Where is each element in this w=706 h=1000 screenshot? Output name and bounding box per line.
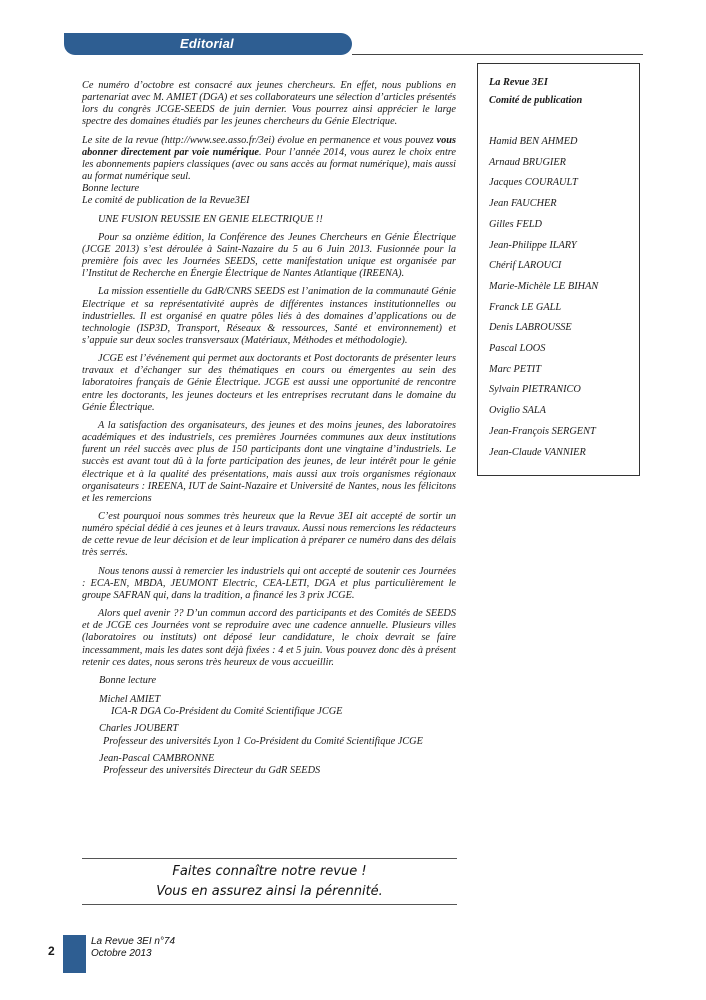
slogan-rule-bottom — [82, 904, 457, 905]
paragraph: Alors quel avenir ?? D’un commun accord des participants et des Comités de SEEDS et de JCGE ces Journées vont se reproduire avec une cadence annuelle. Plusieurs villes (laboratoires ou instituts) ont déposé leur candidature, le choix devrait se faire incessamment, mais les dates sont déjà fixées : 4 et 5 juin. Vous pouvez donc dès à présent retenir ces dates, nous serons très heureux de vous accueillir. — [82, 608, 456, 668]
committee-member: Oviglio SALA — [489, 405, 546, 417]
committee-member: Jean FAUCHER — [489, 198, 557, 210]
issue-date: Octobre 2013 — [91, 948, 152, 959]
publication-committee-box — [477, 63, 640, 476]
signatory-role: ICA-R DGA Co-Président du Comité Scientifique JCGE — [111, 706, 343, 718]
signatory-role: Professeur des universités Directeur du GdR SEEDS — [103, 764, 321, 776]
committee-member: Jean-Philippe ILARY — [489, 239, 577, 251]
paragraph — [82, 135, 456, 184]
header-rule — [352, 54, 643, 55]
signatory-role: Professeur des universités Lyon 1 Co-Président du Comité Scientifique JCGE — [103, 735, 423, 747]
slogan — [82, 862, 457, 902]
paragraph: A la satisfaction des organisateurs, des jeunes et des moins jeunes, des laboratoires académiques et des industriels, ces premières Journées communes aux deux institutions furent un réel succès avec plus de 150 participants dont une vingtaine d’industriels. Le succès est avant tout dû à la forte participation des jeunes, de leur intérêt pour le génie électrique et à la qualité des présentations, mais aussi aux trois organismes régionaux organisateurs : IREENA, IUT de Saint-Nazaire et Université de Nantes, nous les félicitons et les remercions — [82, 419, 456, 504]
slogan-rule-top — [82, 858, 457, 859]
signatory-name: Jean-Pascal CAMBRONNE — [99, 752, 215, 764]
committee-member: Chérif LAROUCI — [489, 260, 562, 272]
page-number: 2 — [48, 944, 55, 958]
journal-title: La Revue 3EI — [489, 77, 548, 88]
committee-member: Pascal LOOS — [489, 343, 546, 355]
committee-member: Denis LABROUSSE — [489, 322, 572, 334]
signature-block — [99, 753, 456, 777]
signature-block — [99, 723, 456, 747]
committee-member: Sylvain PIETRANICO — [489, 384, 581, 396]
committee-member: Arnaud BRUGIER — [489, 156, 566, 168]
closing-line: Bonne lecture — [99, 674, 157, 686]
committee-member: Marc PETIT — [489, 363, 541, 375]
issue-label: La Revue 3EI n°74 — [91, 936, 176, 947]
paragraph: Bonne lecture — [82, 183, 140, 195]
slogan-line: Vous en assurez ainsi la pérennité. — [156, 884, 383, 899]
committee-member: Jean-François SERGENT — [489, 425, 596, 437]
committee-member-list — [489, 132, 598, 463]
slogan-line: Faites connaître notre revue ! — [172, 864, 367, 879]
committee-member: Hamid BEN AHMED — [489, 136, 578, 147]
paragraph: Ce numéro d’octobre est consacré aux jeunes chercheurs. En effet, nous publions en partenariat avec M. AMIET (DGA) et ses collaborateurs une sélection d’articles présentés lors du congrès JCGE-SEEDS de juin dernier. Vous pourrez ainsi apprécier le large spectre des domaines étudiés par les jeunes chercheurs du Génie Electrique. — [82, 80, 456, 128]
section-title: Editorial — [180, 36, 234, 51]
text: Le site de la revue (http://www.see.asso.fr/3ei) évolue en permanence et vous pouvez — [82, 134, 437, 146]
signatory-name: Charles JOUBERT — [99, 723, 179, 735]
paragraph: JCGE est l’événement qui permet aux doctorants et Post doctorants de présenter leurs travaux et d’échanger sur des thématiques en cours ou émergentes au sein des laboratoires français de Génie Électrique. JCGE est aussi une opportunité de rencontre entre les doctorants, les jeunes docteurs et les entreprises recrutant dans le domaine du Génie Électrique. — [82, 353, 456, 413]
committee-member: Gilles FELD — [489, 218, 542, 230]
committee-member: Franck LE GALL — [489, 301, 562, 313]
paragraph: Nous tenons aussi à remercier les industriels qui ont accepté de soutenir ces Journées : ECA-EN, MBDA, JEUMONT Electric, CEA-LETI, DGA et plus particulièrement le groupe SAFRAN qui, dans la tradition, a financé les 3 prix JCGE. — [82, 565, 456, 601]
paragraph: Pour sa onzième édition, la Conférence des Jeunes Chercheurs en Génie Électrique (JCGE 2013) s’est déroulée à Saint-Nazaire du 5 au 6 Juin 2013. Fusionnée pour la première fois avec les Journées SEEDS, cette manifestation unique est organisée par l’Institut de Recherche en Énergie Électrique de Nantes Atlantique (IREENA). — [82, 231, 456, 280]
bold-text: vous abonner directement par voie numérique — [82, 134, 456, 158]
paragraph: La mission essentielle du GdR/CNRS SEEDS est l’animation de la communauté Génie Electrique et sa représentativité auprès de différentes instances institutionnelles ou industrielles. Il est organisé en quatre pôles liés à des domaines d’applications ou de technologie (ISP3D, Transport, Réseaux & ressources, Santé et environnement) et s’appuie sur deux socles transversaux (Matériaux, Méthodes et méthodologie). — [82, 286, 456, 346]
paragraph: Le comité de publication de la Revue3EI — [82, 195, 250, 207]
committee-heading — [489, 74, 582, 110]
article-body — [82, 80, 456, 782]
signature-block — [99, 694, 456, 718]
committee-title: Comité de publication — [489, 95, 583, 106]
paragraph: C’est pourquoi nous sommes très heureux que la Revue 3EI ait accepté de sortir un numéro spécial dédié à ces jeunes et à leurs travaux. Aussi nous remercions les rédacteurs de cette revue de leur décision et de leur implication à préparer ce numéro dans des délais très serrés. — [82, 511, 456, 559]
committee-member: Jacques COURAULT — [489, 177, 578, 189]
footer-accent-bar — [63, 935, 86, 973]
footer-issue-info — [91, 936, 175, 960]
text: . Pour l’année 2014, vous aurez le choix entre les abonnements papiers classiques (avec ou sans accès au format numérique), mais aussi au format numérique seul. — [82, 146, 457, 183]
committee-member: Jean-Claude VANNIER — [489, 446, 586, 458]
article-heading: UNE FUSION REUSSIE EN GENIE ELECTRIQUE !! — [98, 213, 323, 225]
signatory-name: Michel AMIET — [99, 694, 161, 706]
committee-member: Marie-Michèle LE BIHAN — [489, 280, 599, 292]
